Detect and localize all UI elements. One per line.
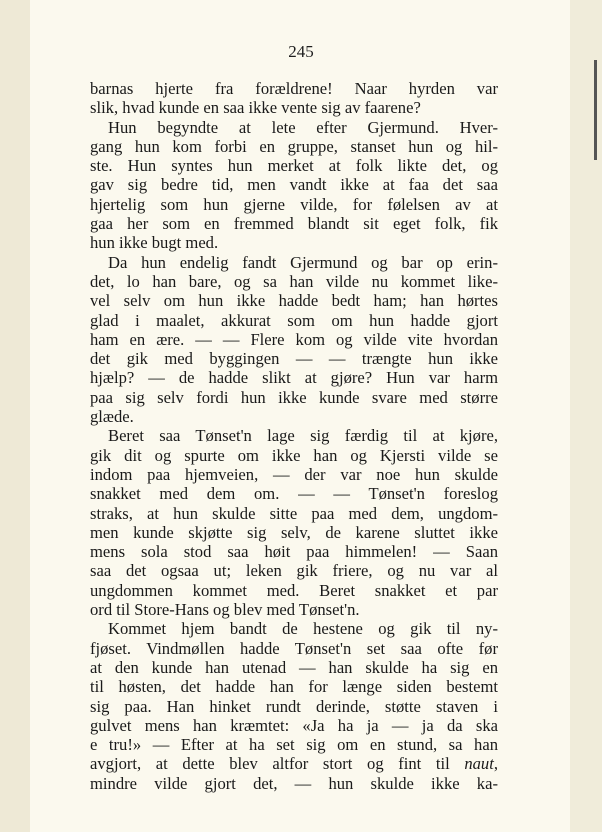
- text-line: mindre vilde gjort det, — hun skulde ikke ka-: [90, 773, 498, 793]
- text-line: ungdommen kommet med. Beret snakket et par: [90, 580, 498, 600]
- text-line: avgjort, at dette blev altfor stort og fint til naut,: [90, 754, 498, 774]
- text-line: hjælp? — de hadde slikt at gjøre? Hun var harm: [90, 368, 498, 388]
- text-line: at den kunde han utenad — han skulde ha sig en: [90, 657, 498, 677]
- text-line: saa det ogsaa ut; leken gik friere, og nu var al: [90, 561, 498, 581]
- body-text: [90, 79, 498, 793]
- text-line: Da hun endelig fandt Gjermund og bar op erin-: [108, 252, 498, 272]
- page-edge-mark: [594, 60, 597, 160]
- text-line: mens sola stod saa høit paa himmelen! — Saan: [90, 542, 498, 562]
- text-line: gav sig bedre tid, men vandt ikke at faa det saa: [90, 175, 498, 195]
- text-line: ham en ære. — — Flere kom og vilde vite hvordan: [90, 329, 498, 349]
- text-line: snakket med dem om. — — Tønset'n foreslog: [90, 484, 498, 504]
- text-line: paa sig selv fordi hun ikke kunde svare med større: [90, 387, 498, 407]
- text-line: det, lo han bare, og sa han vilde nu kommet like-: [90, 271, 498, 291]
- text-line: gulvet mens han kræmtet: «Ja ha ja — ja da ska: [90, 715, 498, 735]
- text-line: sig paa. Han hinket rundt derinde, støtte staven i: [90, 696, 498, 716]
- text-line: indom paa hjemveien, — der var noe hun skulde: [90, 464, 498, 484]
- text-line: gik dit og spurte om ikke han og Kjersti vilde se: [90, 445, 498, 465]
- text-line: Kommet hjem bandt de hestene og gik til ny-: [108, 619, 498, 639]
- text-line: hun ikke bugt med.: [90, 233, 219, 253]
- text-line: straks, at hun skulde sitte paa med dem, ungdom-: [90, 503, 498, 523]
- page-gutter-left: [0, 0, 30, 832]
- text-line: til høsten, det hadde han for længe siden bestemt: [90, 677, 498, 697]
- text-line: gang hun kom forbi en gruppe, stanset hun og hil-: [90, 136, 498, 156]
- text-line: barnas hjerte fra forældrene! Naar hyrden var: [90, 79, 498, 98]
- text-line: Hun begyndte at lete efter Gjermund. Hver-: [108, 117, 498, 137]
- text-line: glæde.: [90, 407, 134, 427]
- text-line: hjertelig som hun gjerne vilde, for følelsen av at: [90, 194, 498, 214]
- page-number: 245: [288, 42, 314, 61]
- text-line: ste. Hun syntes hun merket at folk likte det, og: [90, 156, 498, 176]
- text-line: ord til Store-Hans og blev med Tønset'n.: [90, 600, 360, 620]
- page-gutter-right: [570, 0, 602, 832]
- text-line: glad i maalet, akkurat som om hun hadde gjort: [90, 310, 498, 330]
- text-line: gaa her som en fremmed blandt sit eget folk, fik: [90, 214, 498, 234]
- text-line: fjøset. Vindmøllen hadde Tønset'n set saa ofte før: [90, 638, 498, 658]
- text-line: slik, hvad kunde en saa ikke vente sig av faarene?: [90, 98, 421, 118]
- text-line: Beret saa Tønset'n lage sig færdig til at kjøre,: [108, 426, 498, 446]
- text-line: det gik med byggingen — — trængte hun ikke: [90, 349, 498, 369]
- text-line: vel selv om hun ikke hadde bedt ham; han hørtes: [90, 291, 498, 311]
- italic-word: naut: [464, 754, 494, 774]
- text-line: men kunde skjøtte sig selv, de karene sluttet ikke: [90, 522, 498, 542]
- text-line: e tru!» — Efter at ha set sig om en stund, sa han: [90, 735, 498, 755]
